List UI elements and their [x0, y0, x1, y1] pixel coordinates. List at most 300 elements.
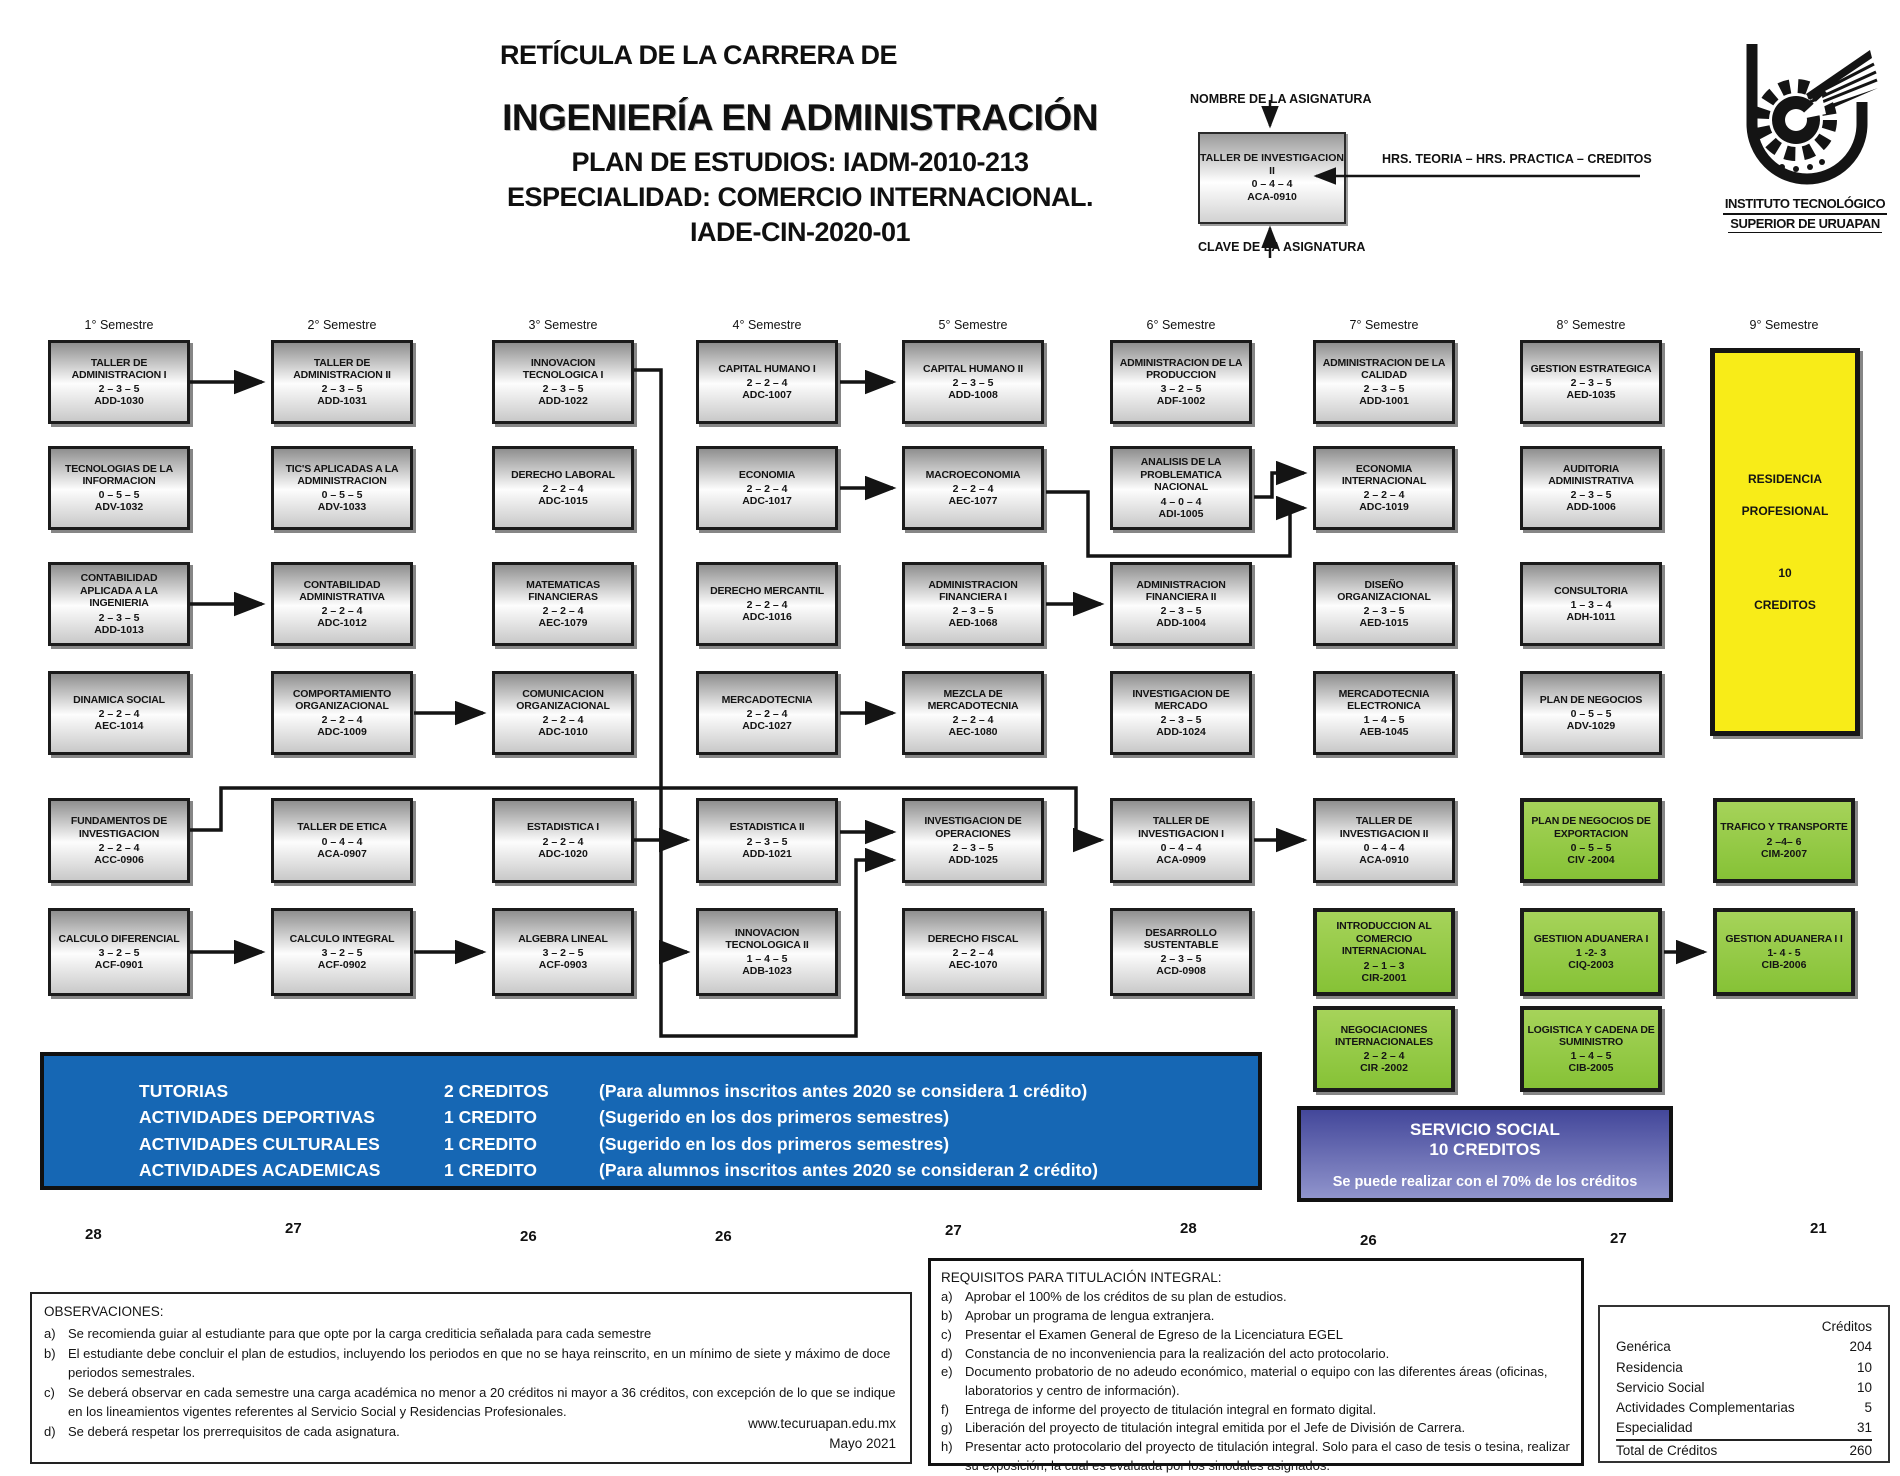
course-box [271, 908, 413, 996]
item-text: Documento probatorio de no adeudo económico, material o equipo con las diferentes áreas (oficinas, laboratorios y centro de información). [965, 1364, 1548, 1399]
course-code: AED-1015 [1359, 617, 1409, 630]
item-letter: c) [941, 1326, 952, 1342]
course-code: ADD-1021 [742, 847, 792, 860]
tutorias-row [44, 1131, 1258, 1157]
course-name: ESTADISTICA I [526, 821, 600, 834]
course-code: ADV-1029 [1566, 720, 1616, 733]
semester-header: 4° Semestre [732, 318, 802, 332]
tutorias-credits-value: 2 CREDITOS [444, 1081, 549, 1101]
course-box [48, 908, 190, 996]
course-box [696, 908, 838, 996]
course-code: ACA-0910 [1359, 853, 1409, 866]
course-hours: 2 – 2 – 4 [321, 714, 363, 727]
credit-row-label: Especialidad [1616, 1420, 1693, 1436]
course-hours: 2 –4– 6 [1766, 835, 1802, 848]
course-name: ADMINISTRACION FINANCIERA I [928, 578, 1018, 603]
servicio-social-credits: 10 CREDITOS [1429, 1140, 1541, 1159]
legend-key-label: CLAVE DE LA ASIGNATURA [1198, 240, 1366, 254]
course-hours: 2 – 2 – 4 [952, 947, 994, 960]
course-name: ECONOMIA [738, 468, 796, 481]
course-box [902, 446, 1044, 530]
servicio-social-title: SERVICIO SOCIAL [1410, 1120, 1560, 1139]
course-code: ADD-1013 [94, 623, 144, 636]
course-hours: 0 – 5 – 5 [1570, 841, 1612, 854]
course-box [492, 340, 634, 424]
course-name: CONTABILIDAD APLICADA A LA INGENIERIA [80, 572, 158, 610]
credit-row-value: 10 [1856, 1379, 1872, 1395]
semester-credit-total: 27 [285, 1220, 302, 1237]
item-letter: g) [941, 1420, 953, 1436]
course-code: ADD-1024 [1156, 726, 1206, 739]
item-text: Se deberá respetar los prerrequisitos de cada asignatura. [68, 1423, 400, 1439]
course-code: CIR -2002 [1360, 1062, 1408, 1075]
course-code: CIR-2001 [1361, 971, 1407, 984]
course-name: TALLER DE INVESTIGACION II [1339, 815, 1429, 840]
course-box [1313, 562, 1455, 646]
course-box [48, 340, 190, 424]
requisitos-title: REQUISITOS PARA TITULACIÓN INTEGRAL: [941, 1270, 1222, 1285]
course-box [1110, 446, 1252, 530]
career-title: INGENIERÍA EN ADMINISTRACIÓN [502, 97, 1098, 138]
semester-header: 8° Semestre [1556, 318, 1626, 332]
credits-header: Créditos [1821, 1319, 1872, 1334]
course-name: NEGOCIACIONES INTERNACIONALES [1335, 1023, 1433, 1048]
requisito-item [941, 1345, 1571, 1364]
course-code: ACF-0902 [317, 959, 367, 972]
course-name: DINAMICA SOCIAL [73, 693, 165, 706]
legend-hours-label: HRS. TEORIA – HRS. PRACTICA – CREDITOS [1382, 152, 1652, 166]
credit-row-value: 31 [1856, 1420, 1872, 1436]
course-hours: 3 – 2 – 5 [321, 947, 363, 960]
course-code: AEC-1077 [948, 495, 998, 508]
course-code: ADD-1004 [1156, 617, 1206, 630]
semester-header: 1° Semestre [84, 318, 154, 332]
website-link[interactable]: www.tecuruapan.edu.mx [748, 1415, 896, 1431]
course-code: ACA-0907 [317, 847, 367, 860]
specialty-line: ESPECIALIDAD: COMERCIO INTERNACIONAL. [506, 182, 1093, 212]
legend-sample-box [1198, 132, 1346, 224]
course-box [696, 446, 838, 530]
requisito-item [941, 1363, 1571, 1400]
item-letter: h) [941, 1439, 953, 1455]
servicio-social-box [1297, 1106, 1673, 1202]
course-code: CIB-2006 [1761, 959, 1807, 972]
gear-icon [1762, 86, 1830, 154]
credits-table-row [1616, 1378, 1872, 1398]
item-text: Se recomienda guiar al estudiante para que opte por la carga crediticia señalada para cada semestre [68, 1326, 652, 1342]
credit-row-label: Servicio Social [1616, 1379, 1705, 1395]
course-box [1520, 446, 1662, 530]
item-text: Presentar el Examen General de Egreso de la Licenciatura EGEL [965, 1326, 1343, 1342]
logo-line-2: SUPERIOR DE URUAPAN [1728, 215, 1882, 234]
course-name: CONSULTORIA [1554, 584, 1628, 597]
course-box [271, 798, 413, 883]
course-code: AED-1035 [1566, 389, 1616, 402]
semester-header: 2° Semestre [307, 318, 377, 332]
requisito-item [941, 1307, 1571, 1326]
course-name: TALLER DE ADMINISTRACION I [71, 356, 167, 381]
course-code: ADD-1001 [1359, 395, 1409, 408]
course-name: CAPITAL HUMANO I [718, 362, 816, 375]
semester-credit-total: 26 [715, 1228, 732, 1245]
requisito-item [941, 1401, 1571, 1420]
course-code: ADC-1027 [742, 720, 792, 733]
course-code: ADV-1032 [94, 501, 144, 514]
course-box [696, 798, 838, 883]
credit-row-value: 5 [1864, 1400, 1872, 1415]
course-hours: 2 – 2 – 4 [542, 835, 584, 848]
course-box [696, 340, 838, 424]
requisitos-list [941, 1288, 1571, 1475]
semester-credit-total: 27 [1610, 1230, 1627, 1247]
course-hours: 0 – 4 – 4 [1160, 841, 1202, 854]
course-name: ADMINISTRACION DE LA CALIDAD [1322, 356, 1446, 381]
plan-code: PLAN DE ESTUDIOS: IADM-2010-213 [571, 147, 1029, 177]
reticula-code: IADE-CIN-2020-01 [689, 217, 911, 247]
observacion-item [44, 1324, 898, 1344]
item-letter: e) [941, 1364, 953, 1380]
course-name: MACROECONOMIA [925, 468, 1021, 481]
course-hours: 2 – 2 – 4 [542, 483, 584, 496]
course-code: ADC-1016 [742, 611, 792, 624]
course-box [271, 562, 413, 646]
course-hours: 2 – 3 – 5 [746, 835, 788, 848]
course-hours: 2 – 2 – 4 [746, 708, 788, 721]
credits-table-total-row [1616, 1441, 1872, 1461]
semester-credit-total: 26 [520, 1228, 537, 1245]
course-box [902, 671, 1044, 755]
course-name: INNOVACION TECNOLOGICA II [725, 926, 809, 951]
legend-sample-code: ACA-0910 [1247, 191, 1297, 204]
course-hours: 0 – 5 – 5 [1570, 708, 1612, 721]
course-name: COMUNICACION ORGANIZACIONAL [516, 687, 610, 712]
course-name: ADMINISTRACION FINANCIERA II [1136, 578, 1226, 603]
observacion-item [44, 1344, 898, 1383]
course-name: DESARROLLO SUSTENTABLE [1143, 926, 1219, 951]
item-text: Aprobar un programa de lengua extranjera. [965, 1308, 1215, 1324]
course-name: INNOVACION TECNOLOGICA I [522, 356, 604, 381]
residencia-line1: RESIDENCIA [1747, 472, 1822, 486]
course-hours: 2 – 3 – 5 [321, 383, 363, 396]
course-box [1110, 798, 1252, 883]
course-box [48, 562, 190, 646]
course-box [492, 798, 634, 883]
course-box [1313, 446, 1455, 530]
course-box [492, 671, 634, 755]
course-box [1110, 340, 1252, 424]
course-hours: 2 – 2 – 4 [746, 483, 788, 496]
course-hours: 2 – 3 – 5 [1160, 953, 1202, 966]
item-letter: d) [44, 1423, 56, 1439]
tutorias-row [44, 1104, 1258, 1130]
credits-total-value: 260 [1849, 1442, 1872, 1458]
course-box [1713, 798, 1855, 883]
course-box [492, 562, 634, 646]
course-code: ADC-1015 [538, 495, 588, 508]
course-name: GESTION ESTRATEGICA [1530, 362, 1652, 375]
course-hours: 1 – 4 – 5 [746, 953, 788, 966]
course-hours: 2 – 3 – 5 [1160, 714, 1202, 727]
course-code: ADC-1017 [742, 495, 792, 508]
course-name: MATEMATICAS FINANCIERAS [526, 578, 600, 603]
tutorias-credits-value: 1 CREDITO [444, 1107, 538, 1128]
course-name: MERCADOTECNIA [721, 693, 813, 706]
course-box [1520, 1006, 1662, 1092]
credit-row-value: 204 [1849, 1339, 1872, 1355]
course-code: CIB-2005 [1568, 1062, 1614, 1075]
course-code: ADD-1030 [94, 395, 144, 408]
course-hours: 0 – 5 – 5 [321, 489, 363, 502]
course-hours: 2 – 2 – 4 [542, 605, 584, 618]
course-code: ADC-1020 [538, 847, 588, 860]
legend-name-label: NOMBRE DE LA ASIGNATURA [1190, 92, 1372, 106]
course-box [271, 671, 413, 755]
tutorias-note: (Para alumnos inscritos antes 2020 se considera 1 crédito) [599, 1081, 1088, 1101]
course-hours: 2 – 1 – 3 [1363, 959, 1405, 972]
item-text: Liberación del proyecto de titulación integral emitida por el Jefe de División de Carrera. [965, 1420, 1466, 1436]
itsu-logo [1712, 38, 1898, 233]
course-box [1313, 908, 1455, 996]
course-name: PLAN DE NEGOCIOS DE EXPORTACION [1531, 815, 1651, 840]
course-name: ANALISIS DE LA PROBLEMATICA NACIONAL [1140, 456, 1222, 494]
course-hours: 2 – 3 – 5 [952, 841, 994, 854]
course-hours: 0 – 4 – 4 [321, 835, 363, 848]
course-code: ADD-1008 [948, 389, 998, 402]
course-hours: 1 – 3 – 4 [1570, 599, 1612, 612]
semester-credit-total: 28 [1180, 1220, 1197, 1237]
course-name: TALLER DE INVESTIGACION I [1138, 815, 1224, 840]
course-box [1520, 798, 1662, 883]
course-hours: 0 – 5 – 5 [98, 489, 140, 502]
course-name: TIC'S APLICADAS A LA ADMINISTRACION [285, 462, 399, 487]
course-box [696, 562, 838, 646]
tutorias-activity-label: ACTIVIDADES ACADEMICAS [139, 1159, 381, 1180]
course-code: ADD-1006 [1566, 501, 1616, 514]
requisito-item [941, 1326, 1571, 1345]
tutorias-row [44, 1157, 1258, 1183]
course-box [1110, 908, 1252, 996]
course-hours: 2 – 3 – 5 [1570, 489, 1612, 502]
course-hours: 1 – 4 – 5 [1570, 1050, 1612, 1063]
course-code: AEC-1014 [94, 720, 144, 733]
course-code: AEC-1080 [948, 726, 998, 739]
semester-header: 5° Semestre [938, 318, 1008, 332]
course-hours: 3 – 2 – 5 [98, 947, 140, 960]
course-name: ESTADISTICA II [729, 821, 805, 834]
item-text: Constancia de no inconveniencia para la realización del acto protocolario. [965, 1345, 1390, 1361]
course-name: DERECHO MERCANTIL [710, 584, 824, 597]
course-box [1713, 908, 1855, 996]
course-code: ADC-1012 [317, 617, 367, 630]
course-hours: 2 – 2 – 4 [1363, 1050, 1405, 1063]
course-box [48, 446, 190, 530]
item-text: Entrega de informe del proyecto de titulación integral en formato digital. [965, 1401, 1377, 1417]
semester-header: 9° Semestre [1749, 318, 1819, 332]
requisito-item [941, 1438, 1571, 1475]
course-code: CIQ-2003 [1568, 959, 1614, 972]
tutorias-row [44, 1078, 1258, 1104]
course-hours: 2 – 2 – 4 [321, 605, 363, 618]
course-box [902, 562, 1044, 646]
semester-credit-total: 27 [945, 1222, 962, 1239]
course-box [271, 446, 413, 530]
legend-sample-name: TALLER DE INVESTIGACION II [1200, 151, 1344, 177]
credit-row-label: Actividades Complementarias [1616, 1400, 1795, 1415]
course-hours: 2 – 2 – 4 [1363, 489, 1405, 502]
tutorias-activity-label: ACTIVIDADES CULTURALES [139, 1133, 380, 1154]
course-name: DERECHO FISCAL [927, 932, 1019, 945]
course-code: CIM-2007 [1760, 847, 1808, 860]
course-name: CONTABILIDAD ADMINISTRATIVA [299, 578, 385, 603]
course-hours: 3 – 2 – 5 [1160, 383, 1202, 396]
course-hours: 3 – 2 – 5 [542, 947, 584, 960]
course-hours: 2 – 2 – 4 [98, 841, 140, 854]
course-box [1520, 671, 1662, 755]
course-name: TRAFICO Y TRANSPORTE [1720, 821, 1848, 834]
course-code: ACF-0901 [94, 959, 144, 972]
course-box [1313, 671, 1455, 755]
course-name: MEZCLA DE MERCADOTECNIA [927, 687, 1019, 712]
course-hours: 2 – 3 – 5 [1363, 383, 1405, 396]
course-hours: 1 – 4 – 5 [1363, 714, 1405, 727]
tutorias-note: (Sugerido en los dos primeros semestres) [599, 1107, 950, 1128]
course-hours: 2 – 3 – 5 [952, 377, 994, 390]
tutorias-activity-label: TUTORIAS [139, 1081, 229, 1101]
semester-header: 6° Semestre [1146, 318, 1216, 332]
course-hours: 2 – 3 – 5 [1570, 377, 1612, 390]
course-box [1313, 1006, 1455, 1092]
course-code: ADH-1011 [1566, 611, 1616, 624]
course-hours: 2 – 3 – 5 [98, 611, 140, 624]
course-box [1313, 798, 1455, 883]
course-box [1110, 671, 1252, 755]
course-code: ADC-1007 [742, 389, 792, 402]
course-name: TECNOLOGIAS DE LA INFORMACION [64, 462, 174, 487]
requisito-item [941, 1419, 1571, 1438]
residencia-credits-number: 10 [1778, 566, 1792, 580]
course-name: ADMINISTRACION DE LA PRODUCCION [1119, 356, 1243, 381]
course-name: FUNDAMENTOS DE INVESTIGACION [70, 815, 168, 840]
course-code: ACA-0909 [1156, 853, 1206, 866]
credits-table-header-row [1616, 1317, 1872, 1337]
semester-credit-total: 28 [85, 1226, 102, 1243]
credits-table [1598, 1305, 1890, 1463]
course-box [1110, 562, 1252, 646]
course-code: AEC-1079 [538, 617, 588, 630]
servicio-social-note: Se puede realizar con el 70% de los créditos [1332, 1174, 1638, 1190]
observaciones-box [30, 1292, 912, 1464]
credits-total-label: Total de Créditos [1616, 1442, 1718, 1458]
tutorias-credits-value: 1 CREDITO [444, 1159, 538, 1180]
course-code: AEC-1070 [948, 959, 998, 972]
item-letter: d) [941, 1345, 953, 1361]
course-hours: 2 – 2 – 4 [542, 714, 584, 727]
course-hours: 2 – 3 – 5 [1160, 605, 1202, 618]
course-code: ACF-0903 [538, 959, 588, 972]
course-hours: 1- 4 - 5 [1767, 947, 1801, 960]
course-code: ADD-1025 [948, 853, 998, 866]
course-name: ECONOMIA INTERNACIONAL [1341, 462, 1427, 487]
course-name: DERECHO LABORAL [511, 468, 615, 481]
tutorias-credits-value: 1 CREDITO [444, 1133, 538, 1154]
course-hours: 4 – 0 – 4 [1160, 495, 1202, 508]
item-text: El estudiante debe concluir el plan de estudios, incluyendo los periodos en que no se haya reinscrito, en un mínimo de siete y máximo de doce periodos semestrales. [68, 1345, 891, 1381]
course-name: TALLER DE ETICA [297, 821, 387, 834]
course-name: GESTIION ADUANERA I [1533, 932, 1649, 945]
item-text: Se deberá observar en cada semestre una carga académica no menor a 20 créditos ni mayor a 36 créditos, con excepción de lo que se indique en los lineamientos vigentes referentes al Servicio Social y Residencias Profesionales. [68, 1384, 896, 1420]
course-code: ADC-1009 [317, 726, 367, 739]
requisito-item [941, 1288, 1571, 1307]
course-code: ADD-1022 [538, 395, 588, 408]
item-letter: f) [941, 1401, 949, 1417]
observaciones-title: OBSERVACIONES: [44, 1304, 164, 1319]
course-name: DISEÑO ORGANIZACIONAL [1337, 578, 1431, 603]
item-text: Aprobar el 100% de los créditos de su plan de estudios. [965, 1289, 1287, 1305]
course-code: ACC-0906 [94, 853, 144, 866]
course-name: PLAN DE NEGOCIOS [1539, 693, 1643, 706]
course-box [271, 340, 413, 424]
course-name: INVESTIGACION DE MERCADO [1132, 687, 1230, 712]
course-name: MERCADOTECNIA ELECTRONICA [1338, 687, 1430, 712]
course-hours: 2 – 2 – 4 [746, 599, 788, 612]
course-code: ADV-1033 [317, 501, 367, 514]
item-letter: a) [44, 1326, 56, 1342]
course-box [1520, 340, 1662, 424]
course-code: AED-1068 [948, 617, 998, 630]
course-box [902, 340, 1044, 424]
course-box [48, 798, 190, 883]
course-name: CALCULO DIFERENCIAL [58, 932, 180, 945]
semester-credit-total: 21 [1810, 1220, 1827, 1237]
credits-table-row [1616, 1358, 1872, 1378]
course-name: LOGISTICA Y CADENA DE SUMINISTRO [1527, 1023, 1655, 1048]
course-name: ALGEBRA LINEAL [518, 932, 608, 945]
date-label: Mayo 2021 [829, 1435, 896, 1451]
course-hours: 2 – 3 – 5 [98, 383, 140, 396]
item-letter: b) [44, 1345, 56, 1361]
course-hours: 2 – 3 – 5 [952, 605, 994, 618]
item-letter: c) [44, 1384, 55, 1400]
course-code: CIV -2004 [1567, 853, 1615, 866]
course-box [1313, 340, 1455, 424]
career-pretitle: RETÍCULA DE LA CARRERA DE [500, 40, 897, 70]
course-box [1520, 562, 1662, 646]
course-box [902, 798, 1044, 883]
course-code: ADF-1002 [1156, 395, 1206, 408]
course-name: INTRODUCCION AL COMERCIO INTERNACIONAL [1336, 920, 1432, 958]
requisitos-box [928, 1258, 1584, 1473]
credit-row-label: Residencia [1616, 1359, 1683, 1375]
course-code: ADC-1019 [1359, 501, 1409, 514]
legend-sample-hours: 0 – 4 – 4 [1251, 178, 1293, 190]
course-code: ADI-1005 [1158, 507, 1204, 520]
course-name: CALCULO INTEGRAL [289, 932, 395, 945]
course-box [696, 671, 838, 755]
course-name: TALLER DE ADMINISTRACION II [293, 356, 391, 381]
item-letter: b) [941, 1308, 953, 1324]
course-hours: 2 – 2 – 4 [952, 483, 994, 496]
course-name: COMPORTAMIENTO ORGANIZACIONAL [292, 687, 392, 712]
residencia-credits-word: CREDITOS [1754, 598, 1816, 612]
item-text: Presentar acto protocolario del proyecto de titulación integral. Solo para el caso de tesis o tesina, realizar su exposición, la cual es evaluada por los sinodales asignados. [965, 1439, 1570, 1473]
course-code: ACD-0908 [1156, 965, 1206, 978]
logo-line-1: INSTITUTO TECNOLÓGICO [1723, 195, 1887, 215]
course-name: GESTION ADUANERA I I [1725, 932, 1843, 945]
residencia-profesional-box [1710, 348, 1860, 736]
credits-table-row [1616, 1418, 1872, 1440]
course-hours: 1 -2- 3 [1575, 947, 1607, 960]
residencia-line2: PROFESIONAL [1741, 504, 1829, 518]
